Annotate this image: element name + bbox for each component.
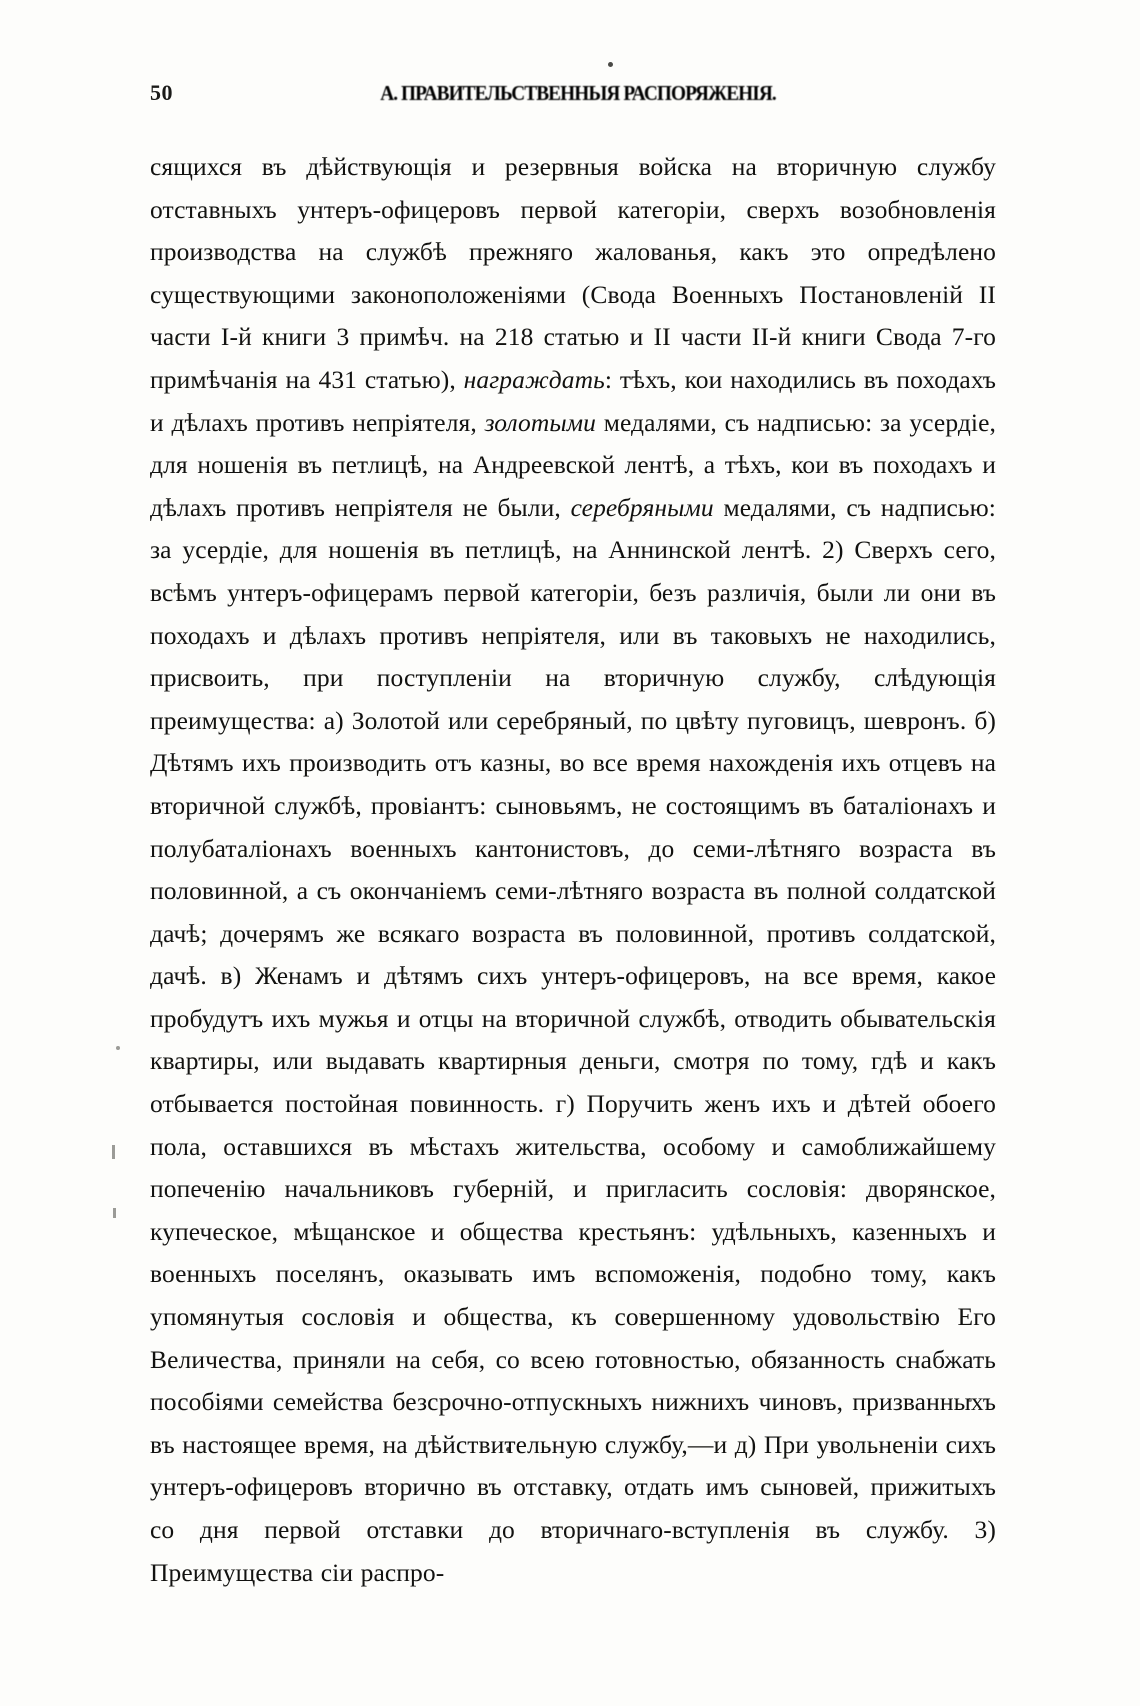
page-speck-left-upper — [116, 1046, 120, 1050]
body-text — [150, 146, 996, 1594]
page-speck-left-lower — [113, 1208, 116, 1218]
running-head — [210, 81, 996, 106]
page-number: 50 — [150, 80, 173, 105]
running-head-text: А. ПРАВИТЕЛЬСТВЕННЫЯ РАСПОРЯЖЕНІЯ. — [380, 81, 776, 105]
body-paragraph: сящихся въ дѣйствующія и резервныя войска на вторичную службу отставныхъ унтеръ-офицеровъ первой категоріи, сверхъ возобновленія производства на службѣ прежняго жалованья, какъ это опредѣлено существующими законоположеніями (Свода Военныхъ Постановленій II части I-й книги 3 примѣч. на 218 статью и II части II-й книги Свода 7-го примѣчанія на 431 статью), награждать: тѣхъ, кои находились въ походахъ и дѣлахъ противъ непріятеля, золотыми медалями, съ надписью: за усердіе, для ношенія въ петлицѣ, на Андреевской лентѣ, а тѣхъ, кои въ походахъ и дѣлахъ противъ непріятеля не были, серебряными медалями, съ надписью: за усердіе, для ношенія въ петлицѣ, на Аннинской лентѣ. 2) Сверхъ сего, всѣмъ унтеръ-офицерамъ первой категоріи, безъ различія, были ли они въ походахъ и дѣлахъ противъ непріятеля, или въ таковыхъ не находились, присвоить, при поступленіи на вторичную службу, слѣдующія преимущества: а) Золотой или серебряный, по цвѣту пуговицъ, шевронъ. б) Дѣтямъ ихъ производить отъ казны, во все время нахожденія ихъ отцевъ на вторичной службѣ, провіантъ: сыновьямъ, не состоящимъ въ баталіонахъ и полубаталіонахъ военныхъ кантонистовъ, до семи-лѣтняго возраста въ половинной, а съ окончаніемъ семи-лѣтняго возраста въ полной солдатской дачѣ; дочерямъ же всякаго возраста въ половинной, противъ солдатской, дачѣ. в) Женамъ и дѣтямъ сихъ унтеръ-офицеровъ, на все время, какое пробудутъ ихъ мужья и отцы на вторичной службѣ, отводить обывательскія квартиры, или выдавать квартирныя деньги, смотря по тому, гдѣ и какъ отбывается постойная повинность. г) Поручить женъ ихъ и дѣтей обоего пола, оставшихся въ мѣстахъ жительства, особому и самоближайшему попеченію начальниковъ губерній, и пригласить сословія: дворянское, купеческое, мѣщанское и общества крестьянъ: удѣльныхъ, казенныхъ и военныхъ поселянъ, оказывать имъ вспоможенія, подобно тому, какъ упомянутыя сословія и общества, къ совершенному удовольствію Его Величества, приняли на себя, со всею готовностью, обязанность снабжать пособіями семейства безсрочно-отпускныхъ нижнихъ чиновъ, призванныхъ въ настоящее время, на дѣйствительную службу,—и д) При увольненіи сихъ унтеръ-офицеровъ вторично въ отставку, отдать имъ сыновей, прижитыхъ со дня первой отставки до вторичнаго-вступленія въ службу. 3) Преимущества сіи распро- — [150, 152, 997, 1587]
page-speck-left-middle — [112, 1145, 115, 1159]
page-speck-top — [608, 62, 613, 67]
page-content — [150, 80, 996, 1594]
page-header — [150, 80, 996, 120]
